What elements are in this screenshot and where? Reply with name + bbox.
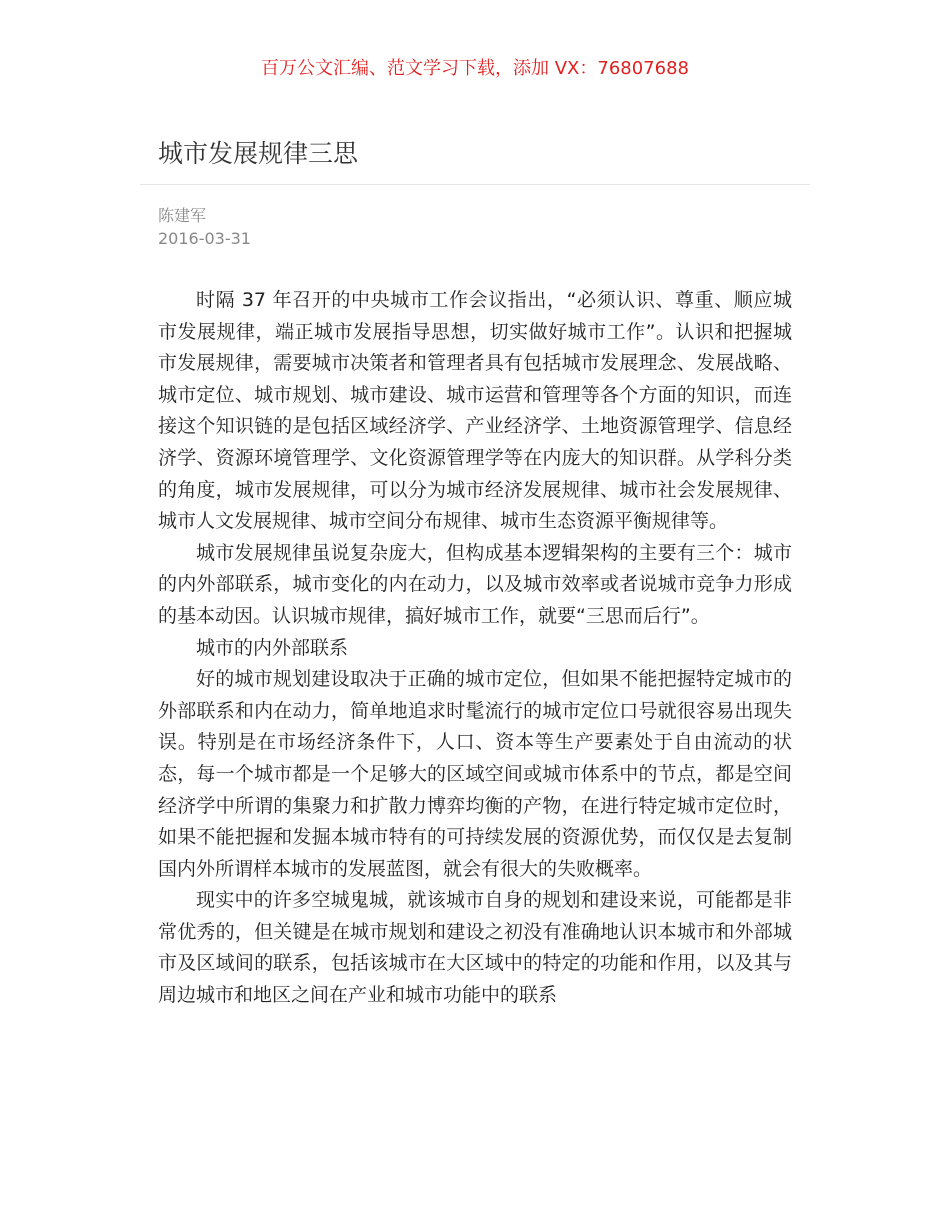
watermark-banner: 百万公文汇编、范文学习下载，添加 VX：76807688 (261, 58, 689, 79)
paragraph-framework: 城市发展规律虽说复杂庞大，但构成基本逻辑架构的主要有三个：城市的内外部联系，城市变化的内在动力，以及城市效率或者说城市竞争力形成的基本动因。认识城市规律，搞好城市工作，就要“三思而后行”。 (158, 541, 792, 627)
paragraph-intro: 时隔 37 年召开的中央城市工作会议指出，“必须认识、尊重、顺应城市发展规律，端正城市发展指导思想，切实做好城市工作”。认识和把握城市发展规律，需要城市决策者和管理者具有包括城市发展理念、发展战略、城市定位、城市规划、城市建设、城市运营和管理等各个方面的知识，而连接这个知识链的是包括区域经济学、产业经济学、土地资源管理学、信息经济学、资源环境管理学、文化资源管理学等在内庞大的知识群。从学科分类的角度，城市发展规律，可以分为城市经济发展规律、城市社会发展规律、城市人文发展规律、城市空间分布规律、城市生态资源平衡规律等。 (158, 289, 792, 533)
article-date: 2016-03-31 (158, 229, 251, 248)
section-heading-links: 城市的内外部联系 (196, 636, 349, 659)
article-author: 陈建军 (158, 206, 207, 225)
article-body (158, 285, 792, 1012)
paragraph-ghost-cities: 现实中的许多空城鬼城，就该城市自身的规划和建设来说，可能都是非常优秀的，但关键是在城市规划和建设之初没有准确地认识本城市和外部城市及区域间的联系，包括该城市在大区域中的特定的功能和作用，以及其与周边城市和地区之间在产业和城市功能中的联系 (158, 889, 792, 1007)
article-title: 城市发展规律三思 (158, 139, 359, 168)
article-meta (158, 204, 251, 250)
title-divider (140, 184, 810, 185)
paragraph-positioning: 好的城市规划建设取决于正确的城市定位，但如果不能把握特定城市的外部联系和内在动力，简单地追求时髦流行的城市定位口号就很容易出现失误。特别是在市场经济条件下，人口、资本等生产要素处于自由流动的状态，每一个城市都是一个足够大的区域空间或城市体系中的节点，都是空间经济学中所谓的集聚力和扩散力博弈均衡的产物，在进行特定城市定位时，如果不能把握和发掘本城市特有的可持续发展的资源优势，而仅仅是去复制国内外所谓样本城市的发展蓝图，就会有很大的失败概率。 (158, 668, 792, 880)
